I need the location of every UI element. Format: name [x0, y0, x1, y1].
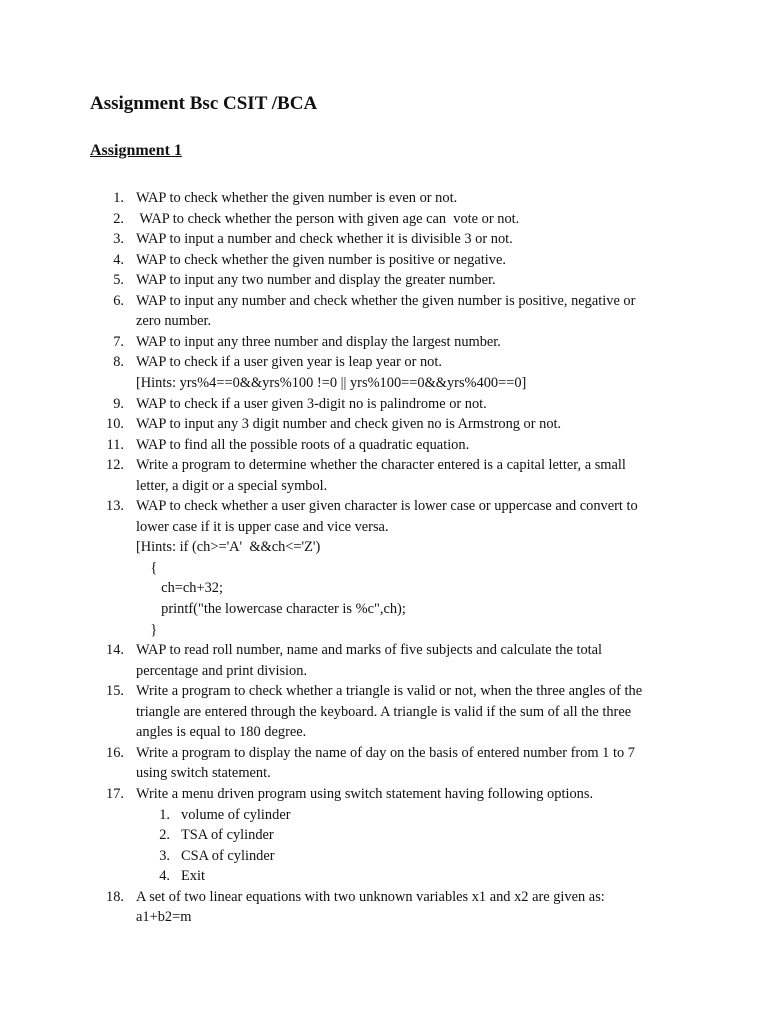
section-title: Assignment 1 — [90, 142, 183, 159]
list-item-number: 2. — [113, 210, 124, 227]
page-title: Assignment Bsc CSIT /BCA — [90, 93, 318, 114]
list-item-text: triangle are entered through the keyboard. A triangle is valid if the sum of all the three — [136, 703, 632, 720]
list-item-number: 1. — [113, 190, 124, 206]
list-item-number: 8. — [113, 354, 124, 371]
list-item-text: letter, a digit or a special symbol. — [136, 477, 328, 494]
list-item-text: a1+b2=m — [136, 909, 192, 926]
sublist-item-text: CSA of cylinder — [181, 847, 275, 864]
list-item-text: } — [136, 621, 158, 638]
list-item-text: A set of two linear equations with two unknown variables x1 and x2 are given as: — [136, 888, 605, 905]
list-item-text: WAP to check if a user given year is leap year or not. — [136, 354, 442, 371]
list-item-number: 5. — [113, 272, 124, 289]
list-item-text: WAP to input any three number and display the largest number. — [136, 333, 501, 350]
list-item-text: WAP to input any two number and display the greater number. — [136, 272, 496, 289]
list-item-text: WAP to input a number and check whether it is divisible 3 or not. — [136, 231, 513, 248]
list-item-text: zero number. — [136, 313, 212, 330]
list-item-text: WAP to input any number and check whether the given number is positive, negative or — [136, 292, 636, 309]
list-item-text: WAP to input any 3 digit number and check given no is Armstrong or not. — [136, 416, 562, 433]
list-item-text: Write a program to determine whether the character entered is a capital letter, a small — [136, 457, 626, 474]
list-item-number: 6. — [113, 292, 124, 309]
list-item-text: lower case if it is upper case and vice versa. — [136, 518, 389, 535]
sublist-item-number: 3. — [159, 847, 170, 864]
list-item-number: 10. — [106, 416, 124, 433]
list-item-text: [Hints: yrs%4==0&&yrs%100 !=0 || yrs%100==0&&yrs%400==0] — [136, 374, 527, 391]
list-item-text: { — [136, 559, 158, 576]
list-item-number: 14. — [106, 642, 124, 659]
list-item-text: using switch statement. — [136, 765, 271, 782]
list-item-number: 7. — [113, 333, 124, 350]
list-item-number: 15. — [106, 683, 124, 700]
list-item-text: WAP to check whether the given number is positive or negative. — [136, 251, 506, 268]
list-item-text: WAP to find all the possible roots of a quadratic equation. — [136, 436, 470, 453]
sublist-item-number: 1. — [159, 806, 170, 823]
list-item-text: printf("the lowercase character is %c",ch); — [136, 601, 406, 617]
sublist-item-text: TSA of cylinder — [181, 827, 274, 844]
list-item-number: 3. — [113, 231, 124, 248]
list-item-number: 13. — [106, 498, 124, 515]
list-item-text: WAP to check if a user given 3-digit no is palindrome or not. — [136, 395, 487, 412]
list-item-text: angles is equal to 180 degree. — [136, 724, 307, 741]
sublist-item-text: Exit — [181, 868, 205, 885]
list-item-number: 16. — [106, 744, 124, 761]
list-item-number: 9. — [113, 395, 124, 412]
sublist-item-number: 2. — [159, 827, 170, 844]
sublist-item-number: 4. — [159, 868, 170, 885]
list-item-number: 4. — [113, 251, 124, 268]
sublist-item-text: volume of cylinder — [181, 806, 291, 823]
list-item-text: WAP to check whether the given number is even or not. — [136, 190, 458, 206]
list-item-text: Write a menu driven program using switch statement having following options. — [136, 785, 594, 802]
list-item-number: 18. — [106, 888, 124, 905]
list-item-text: WAP to read roll number, name and marks of five subjects and calculate the total — [136, 642, 603, 659]
list-item-text: WAP to check whether the person with given age can vote or not. — [136, 210, 520, 227]
list-item-text: Write a program to check whether a triangle is valid or not, when the three angles of the — [136, 683, 643, 700]
list-item-text: ch=ch+32; — [136, 580, 223, 597]
list-item-text: [Hints: if (ch>='A' &&ch<='Z') — [136, 539, 321, 556]
list-item-text: Write a program to display the name of day on the basis of entered number from 1 to 7 — [136, 744, 635, 761]
list-item-number: 11. — [106, 436, 124, 453]
list-item-number: 12. — [106, 457, 124, 474]
list-item-number: 17. — [106, 785, 124, 802]
list-item-text: percentage and print division. — [136, 662, 308, 679]
list-item-text: WAP to check whether a user given character is lower case or uppercase and convert to — [136, 498, 638, 515]
